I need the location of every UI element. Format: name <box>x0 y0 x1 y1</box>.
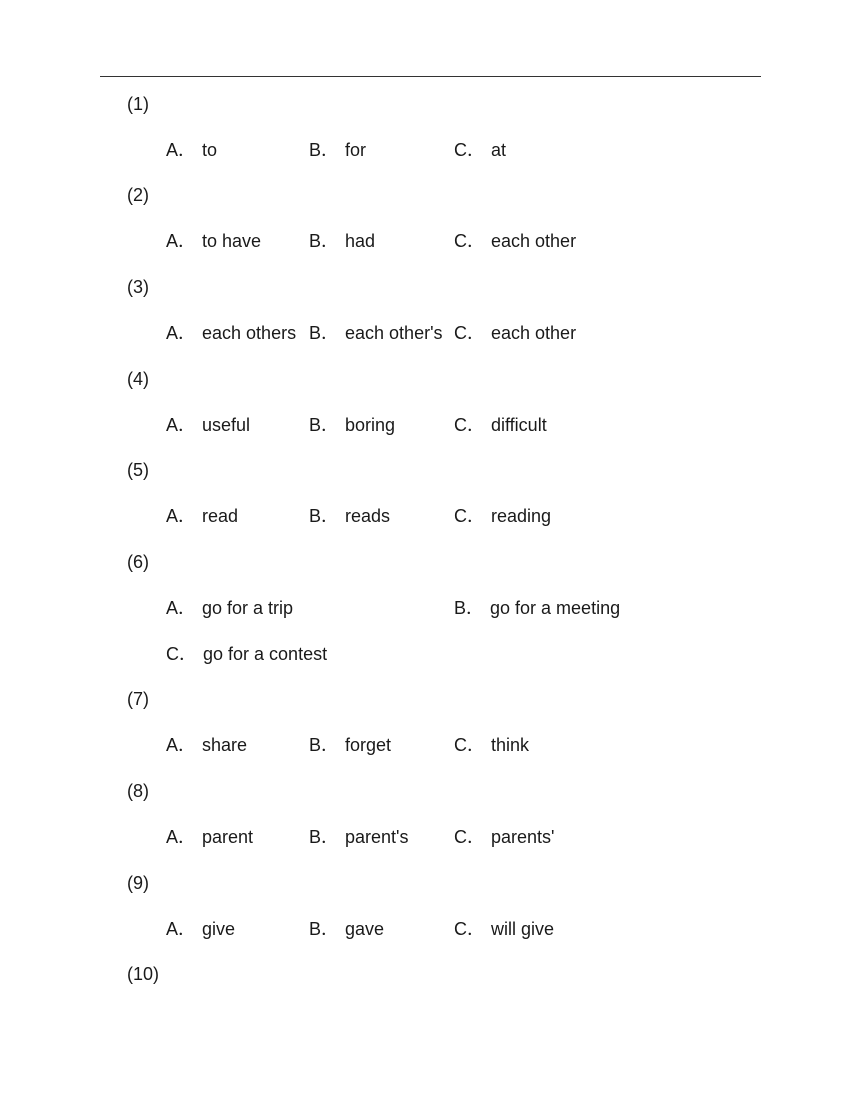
option-letter: A． <box>166 598 197 618</box>
option-b[interactable] <box>454 598 620 618</box>
option-text: go for a meeting <box>490 598 621 618</box>
option-text: to have <box>202 231 262 251</box>
option-c[interactable] <box>166 644 327 664</box>
question-number: (7) <box>127 689 149 709</box>
option-letter: C． <box>454 415 485 435</box>
option-text: parent's <box>345 827 409 847</box>
option-letter: A． <box>166 919 197 939</box>
option-text: parent <box>202 827 254 847</box>
option-letter: C． <box>454 140 485 160</box>
option-text: give <box>202 919 236 939</box>
option-b[interactable] <box>309 919 384 939</box>
option-b[interactable] <box>309 231 375 251</box>
option-c[interactable] <box>454 506 551 526</box>
option-letter: B． <box>309 323 340 343</box>
option-a[interactable] <box>166 506 238 526</box>
option-c[interactable] <box>454 140 506 160</box>
option-letter: B． <box>454 598 485 618</box>
option-letter: C． <box>454 735 485 755</box>
option-c[interactable] <box>454 415 547 435</box>
option-letter: B． <box>309 506 340 526</box>
option-text: gave <box>345 919 385 939</box>
question-number: (4) <box>127 369 149 389</box>
option-letter: B． <box>309 827 340 847</box>
option-text: will give <box>491 919 555 939</box>
option-letter: C． <box>454 827 485 847</box>
option-letter: B． <box>309 140 340 160</box>
option-letter: B． <box>309 735 340 755</box>
option-letter: A． <box>166 140 197 160</box>
option-text: each other's <box>345 323 443 343</box>
option-text: reading <box>491 506 552 526</box>
option-a[interactable] <box>166 827 253 847</box>
option-letter: A． <box>166 323 197 343</box>
option-letter: A． <box>166 415 197 435</box>
option-letter: C． <box>454 323 485 343</box>
option-b[interactable] <box>309 415 395 435</box>
option-text: for <box>345 140 367 160</box>
option-text: share <box>202 735 248 755</box>
option-text: go for a trip <box>202 598 294 618</box>
option-b[interactable] <box>309 140 366 160</box>
question-number: (2) <box>127 185 149 205</box>
option-c[interactable] <box>454 827 554 847</box>
option-c[interactable] <box>454 323 576 343</box>
option-a[interactable] <box>166 598 293 618</box>
question-number: (8) <box>127 781 149 801</box>
option-text: think <box>491 735 530 755</box>
option-a[interactable] <box>166 140 217 160</box>
option-a[interactable] <box>166 415 250 435</box>
option-text: parents' <box>491 827 555 847</box>
option-letter: B． <box>309 231 340 251</box>
option-text: had <box>345 231 376 251</box>
option-c[interactable] <box>454 735 529 755</box>
option-text: reads <box>345 506 391 526</box>
option-b[interactable] <box>309 506 390 526</box>
option-letter: B． <box>309 415 340 435</box>
option-letter: A． <box>166 231 197 251</box>
option-a[interactable] <box>166 231 261 251</box>
option-text: difficult <box>491 415 547 435</box>
option-letter: A． <box>166 827 197 847</box>
option-letter: B． <box>309 919 340 939</box>
option-a[interactable] <box>166 735 247 755</box>
question-number: (3) <box>127 277 149 297</box>
option-letter: C． <box>454 231 485 251</box>
question-number: (5) <box>127 460 149 480</box>
option-letter: A． <box>166 506 197 526</box>
option-a[interactable] <box>166 323 296 343</box>
option-letter: C． <box>166 644 197 664</box>
option-text: each others <box>202 323 297 343</box>
question-number: (1) <box>127 94 149 114</box>
question-number: (9) <box>127 873 149 893</box>
option-c[interactable] <box>454 231 576 251</box>
option-text: at <box>491 140 507 160</box>
option-text: boring <box>345 415 396 435</box>
option-text: to <box>202 140 218 160</box>
option-text: forget <box>345 735 392 755</box>
option-b[interactable] <box>309 827 409 847</box>
option-letter: A． <box>166 735 197 755</box>
option-text: read <box>202 506 239 526</box>
option-text: useful <box>202 415 251 435</box>
option-letter: C． <box>454 506 485 526</box>
option-text: each other <box>491 231 577 251</box>
option-b[interactable] <box>309 735 391 755</box>
option-letter: C． <box>454 919 485 939</box>
option-text: each other <box>491 323 577 343</box>
option-c[interactable] <box>454 919 554 939</box>
option-text: go for a contest <box>203 644 328 664</box>
option-b[interactable] <box>309 323 443 343</box>
question-number: (6) <box>127 552 149 572</box>
option-a[interactable] <box>166 919 235 939</box>
question-number: (10) <box>127 964 160 984</box>
